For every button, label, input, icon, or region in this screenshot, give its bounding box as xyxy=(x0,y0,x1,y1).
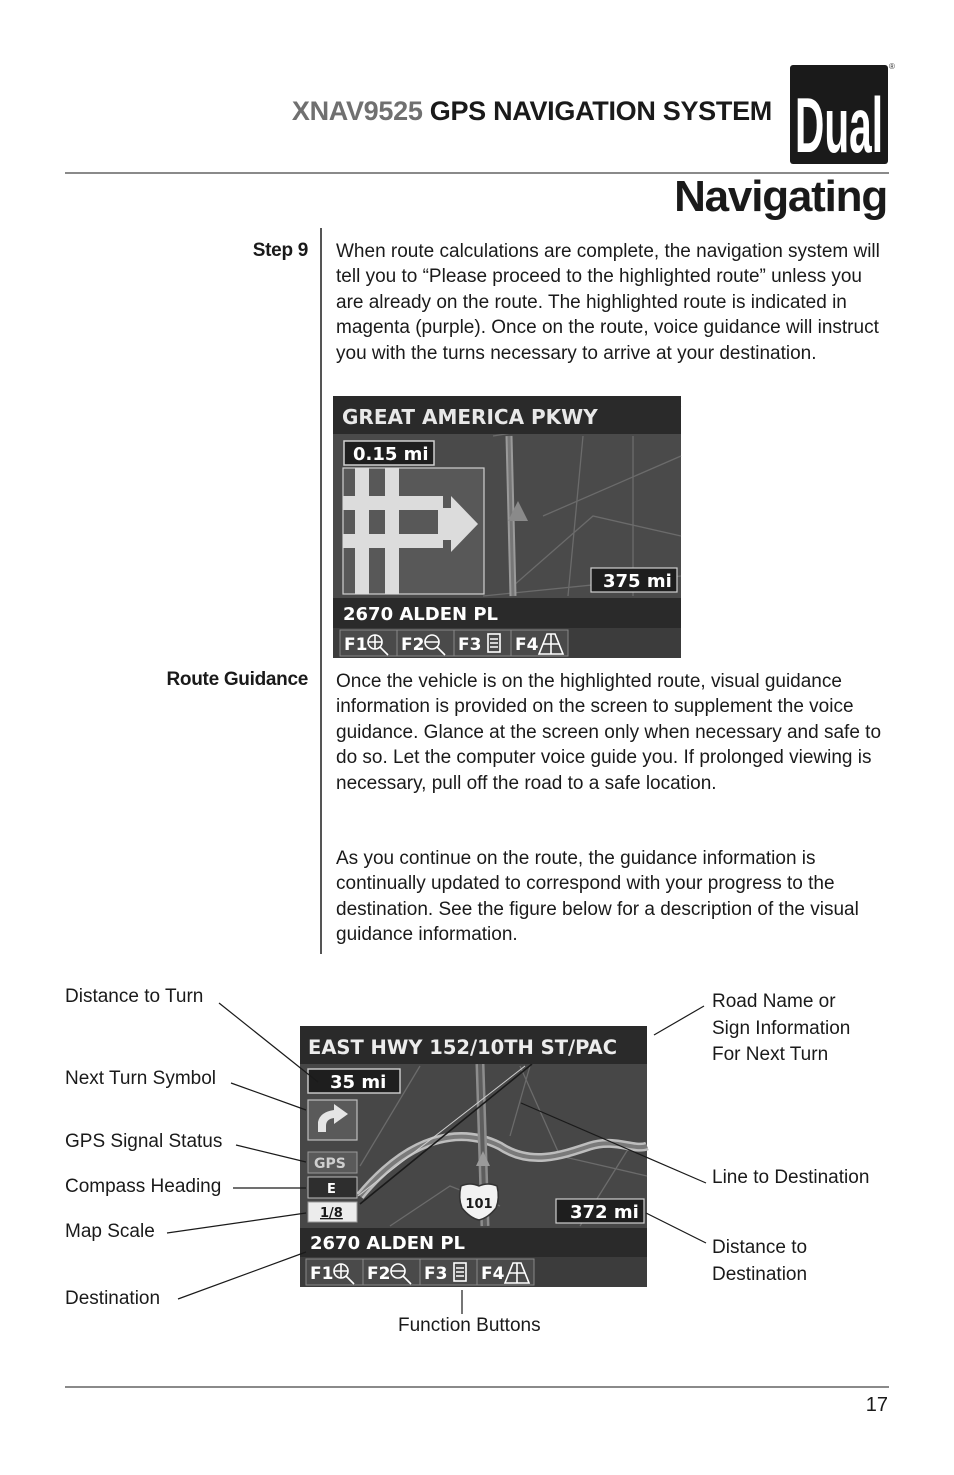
callout-next-turn-symbol: Next Turn Symbol xyxy=(65,1068,216,1089)
registered-mark: ® xyxy=(889,62,895,71)
screen2-f2: F2 xyxy=(367,1264,391,1284)
callout-function-buttons: Function Buttons xyxy=(398,1315,541,1336)
footer-rule xyxy=(65,1386,889,1388)
callout-road-name-line2: Sign Information xyxy=(712,1017,851,1039)
callout-line-to-destination: Line to Destination xyxy=(712,1167,870,1188)
callout-compass-heading: Compass Heading xyxy=(65,1176,222,1197)
callout-road-name-line1: Road Name or xyxy=(712,991,836,1012)
screen2-road-name: EAST HWY 152/10TH ST/PAC xyxy=(308,1036,618,1059)
screen1-f1: F1 xyxy=(344,635,368,655)
step9-text: When route calculations are complete, the navigation system will tell you to “Please proceed to the highlighted route” unless you are already on the route. The highlighted route is indicated in magenta (purple). Once on the route, voice guidance will instruct you with the turns necessary to arrive at your destination. xyxy=(336,241,880,364)
screen1-destination: 2670 ALDEN PL xyxy=(343,604,498,625)
product-name: GPS NAVIGATION SYSTEM xyxy=(429,96,772,126)
callout-road-name xyxy=(712,989,850,1069)
callout-distance-to-destination xyxy=(712,1235,807,1288)
screen1-distance-to-destination: 375 mi xyxy=(603,571,672,592)
screen1-f2: F2 xyxy=(401,635,425,655)
screen2-compass-heading: E xyxy=(327,1182,336,1197)
screen2-distance-to-destination: 372 mi xyxy=(570,1202,639,1223)
screen2-map-scale: 1/8 xyxy=(320,1206,343,1221)
callout-distance-to-turn: Distance to Turn xyxy=(65,986,204,1007)
callout-distance-to-destination-line2: Destination xyxy=(712,1263,808,1285)
screen1-f3: F3 xyxy=(458,635,482,655)
screen2-gps-status: GPS xyxy=(314,1156,346,1172)
callout-road-name-line3: For Next Turn xyxy=(712,1044,829,1065)
screen1-distance-to-turn: 0.15 mi xyxy=(353,444,429,465)
page-number: 17 xyxy=(865,1394,888,1416)
model-name: XNAV9525 xyxy=(291,96,423,126)
screen2-f3: F3 xyxy=(424,1264,448,1284)
screen2-f4: F4 xyxy=(481,1264,505,1284)
screen2-distance-to-turn: 35 mi xyxy=(330,1072,387,1093)
route-guidance-label: Route Guidance xyxy=(166,669,308,690)
callout-map-scale: Map Scale xyxy=(65,1221,155,1242)
screen1-f4: F4 xyxy=(515,635,539,655)
screen2-f1: F1 xyxy=(310,1264,334,1284)
route-guidance-text-1: Once the vehicle is on the highlighted route, visual guidance information is provided on the screen to supplement the voice guidance. Glance at the screen only when necessary and safe to do so. Let the computer voice guide you. If prolonged viewing is necessary, pull off the road to a safe location. xyxy=(336,671,882,794)
callout-destination: Destination xyxy=(65,1288,161,1309)
screen1-road-name: GREAT AMERICA PKWY xyxy=(342,405,598,429)
logo-text: Dual xyxy=(795,81,883,169)
shield-number: 101 xyxy=(465,1197,493,1212)
section-title: Navigating xyxy=(674,172,887,221)
route-guidance-text-2: As you continue on the route, the guidance information is continually updated to correspond with your progress to the destination. See the figure below for a description of the visual guidance information. xyxy=(336,848,859,946)
screen2-destination: 2670 ALDEN PL xyxy=(310,1233,465,1254)
callout-gps-signal-status: GPS Signal Status xyxy=(65,1131,223,1152)
step9-label: Step 9 xyxy=(252,240,308,261)
callout-distance-to-destination-line1: Distance to xyxy=(712,1237,808,1258)
